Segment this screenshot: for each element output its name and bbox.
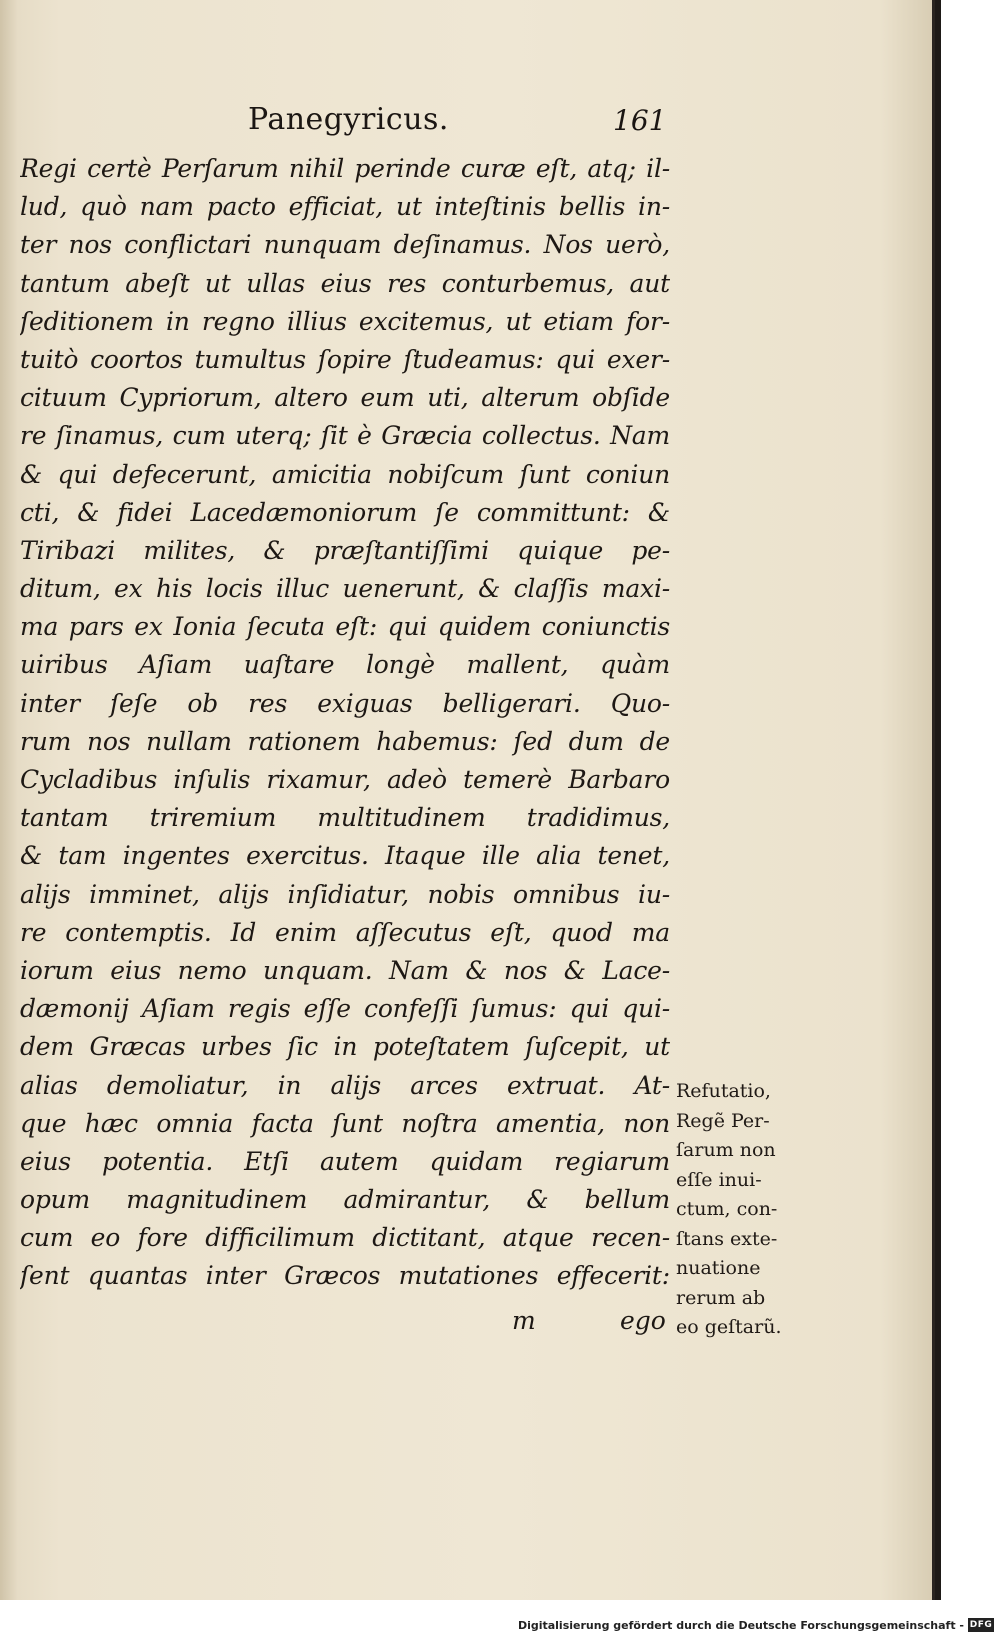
margin-note-line: rerum ab	[676, 1286, 766, 1309]
text-line: uiribus Aſiam uaſtare longè mallent, quàm	[20, 650, 670, 680]
dfg-logo: DFG	[969, 1620, 993, 1630]
funding-credit: Digitalisierung gefördert durch die Deutsche Forschungsgemeinschaft -	[517, 1619, 964, 1632]
margin-note-line: Refutatio,	[676, 1080, 771, 1102]
margin-note-line: eo geſtarũ.	[676, 1316, 782, 1338]
text-line: opum magnitudinem admirantur, & bellum	[20, 1185, 670, 1215]
text-line: lud, quò nam pacto efficiat, ut inteſtinis bellis in-	[20, 192, 670, 222]
running-title: Panegyricus.	[248, 102, 449, 137]
margin-note-line: eſſe inui-	[676, 1168, 762, 1191]
text-line: que hæc omnia facta ſunt noſtra amentia, non	[20, 1108, 670, 1138]
text-line: cituum Cypriorum, altero eum uti, alterum obſide	[20, 383, 670, 413]
catchword: ego	[620, 1306, 666, 1335]
text-line: inter ſeſe ob res exiguas belligerari. Quo-	[20, 688, 670, 718]
text-line: tantum abeſt ut ullas eius res conturbemus, aut	[20, 268, 670, 298]
text-line: dem Græcas urbes ſic in poteſtatem ſuſcepit, ut	[20, 1032, 670, 1062]
margin-note	[676, 1077, 806, 1343]
page-header	[0, 102, 935, 150]
text-line: ſeditionem in regno illius excitemus, ut etiam for-	[20, 306, 670, 336]
text-line: & tam ingentes exercitus. Itaque ille alia tenet,	[20, 841, 670, 871]
text-line: & qui defecerunt, amicitia nobiſcum ſunt coniun	[20, 459, 670, 489]
page-number: 161	[613, 104, 667, 137]
text-line: Tiribazi milites, & præſtantiſſimi quique pe-	[20, 535, 670, 565]
text-line: ter nos conflictari nunquam deſinamus. Nos uerò,	[20, 230, 670, 260]
text-line: eius potentia. Etſi autem quidam regiarum	[20, 1146, 670, 1176]
signature-mark: m	[512, 1306, 536, 1335]
margin-note-line: ſarum non	[676, 1139, 776, 1161]
margin-note-line: ſtans exte-	[676, 1227, 778, 1250]
margin-note-line: Regẽ Per-	[676, 1109, 770, 1132]
text-line: iorum eius nemo unquam. Nam & nos & Lace-	[20, 955, 670, 985]
margin-note-line: nuatione	[676, 1257, 761, 1279]
text-line: dæmonij Aſiam regis eſſe confeſſi ſumus: qui qui-	[20, 994, 670, 1024]
page-edge-shadow	[935, 0, 941, 1600]
main-text-block	[20, 150, 670, 1296]
text-line: cum eo fore difficilimum dictitant, atque recen-	[20, 1223, 670, 1253]
text-line: ma pars ex Ionia ſecuta eſt: qui quidem coniunctis	[20, 612, 670, 642]
text-line: re ſinamus, cum uterq; ſit è Græcia collectus. Nam	[20, 421, 670, 451]
text-line: cti, & fidei Lacedæmoniorum ſe committunt: &	[20, 497, 670, 527]
text-line: Cycladibus inſulis rixamur, adeò temerè Barbaro	[20, 765, 670, 794]
text-line: ſent quantas inter Græcos mutationes effecerit:	[20, 1261, 670, 1291]
text-line: tuitò coortos tumultus ſopire ſtudeamus: qui exer-	[20, 344, 670, 374]
text-line: Regi certè Perſarum nihil perinde curæ eſt, atq; il-	[20, 154, 670, 183]
margin-note-line: ctum, con-	[676, 1198, 778, 1220]
digitization-footer	[0, 1616, 1000, 1636]
text-line: rum nos nullam rationem habemus: ſed dum de	[20, 726, 670, 756]
text-line: alijs imminet, alijs inſidiatur, nobis omnibus iu-	[20, 879, 670, 909]
text-line: re contemptis. Id enim aſſecutus eſt, quod ma	[20, 917, 670, 947]
text-line: ditum, ex his locis illuc uenerunt, & claſſis maxi-	[20, 574, 670, 604]
text-line: tantam triremium multitudinem tradidimus,	[20, 803, 670, 833]
text-line: alias demoliatur, in alijs arces extruat. At-	[20, 1070, 670, 1100]
